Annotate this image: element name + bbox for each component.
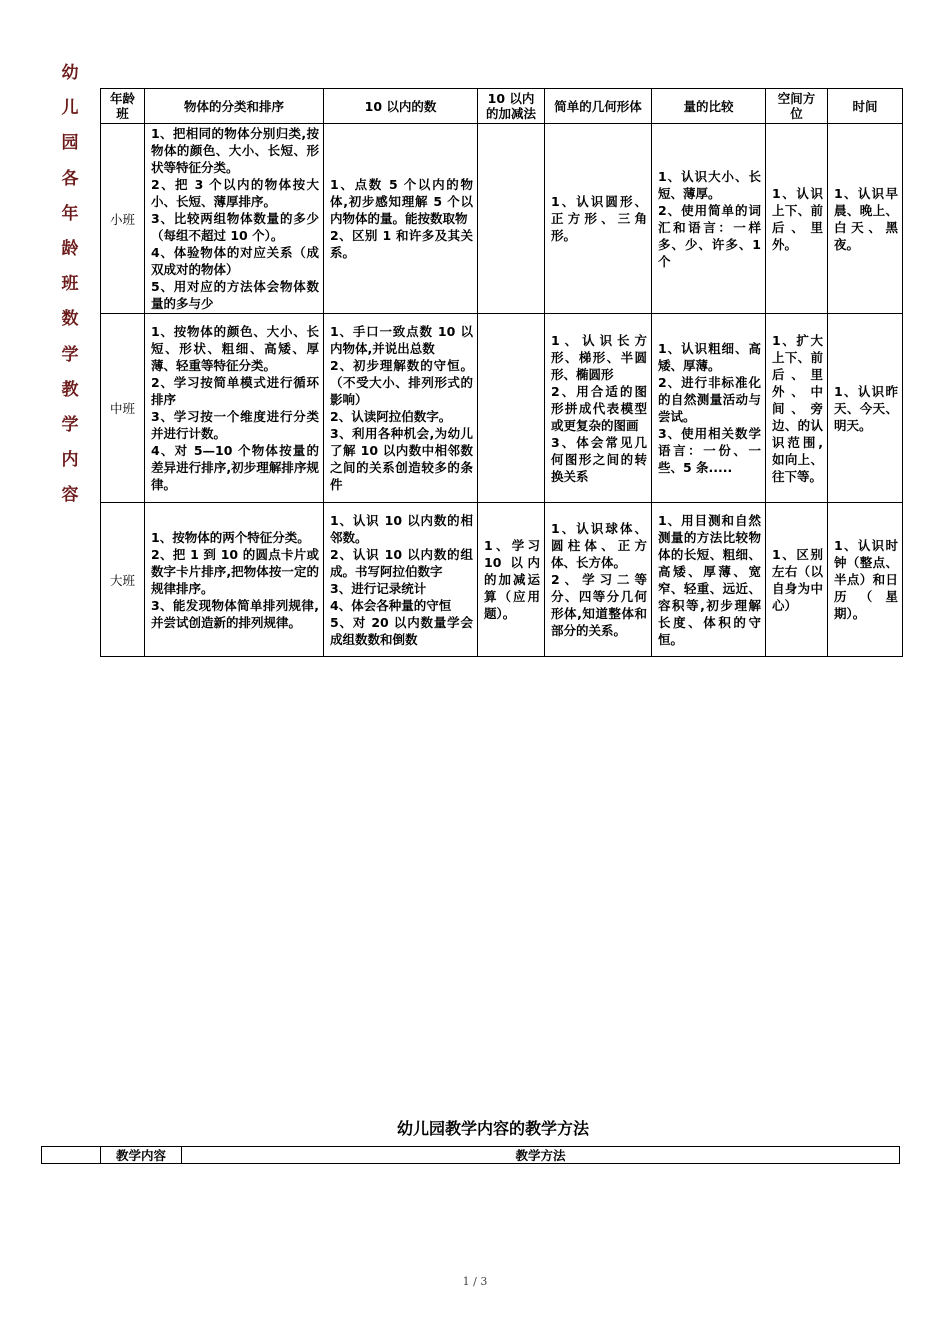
table-cell: 1、认识大小、长短、薄厚。 2、使用简单的词汇和语言：一样多、少、许多、1 个: [652, 124, 766, 314]
table-cell: 1、认识粗细、高矮、厚薄。 2、进行非标准化的自然测量活动与尝试。 3、使用相关数学语言：一份、一些、5 条.....: [652, 314, 766, 503]
section-title: 幼儿园教学内容的教学方法: [396, 1119, 589, 1138]
title-char: 儿: [61, 98, 79, 119]
table-cell: 1、扩大上下、前后、里外、中间、旁边、的认识范围,如向上、往下等。: [766, 314, 828, 503]
header-teaching-method: 教学方法: [182, 1147, 900, 1164]
table-cell: 1、按物体的颜色、大小、长短、形状、粗细、高矮、厚薄、轻重等特征分类。 2、学习按简单模式进行循环排序 3、学习按一个维度进行分类并进行计数。 4、对 5—10 个物体按量的差异进行排序,初步理解排序规律。: [145, 314, 324, 503]
header-classification: 物体的分类和排序: [145, 89, 324, 124]
title-char: 年: [61, 203, 79, 224]
header-row: [101, 89, 903, 124]
table-cell: 1、认识时钟（整点、半点）和日历（星期）。: [828, 503, 903, 657]
age-label: 中班: [101, 314, 145, 503]
age-label: 小班: [101, 124, 145, 314]
table-cell: 1、区别左右（以自身为中心）: [766, 503, 828, 657]
title-char: 内: [61, 450, 79, 471]
table-cell: [478, 314, 545, 503]
header-age-class: 年龄 班: [101, 89, 145, 124]
table-row: [101, 503, 903, 657]
table-row: [101, 124, 903, 314]
title-char: 幼: [61, 63, 79, 83]
table-cell: 1、用目测和自然测量的方法比较物体的长短、粗细、高矮、厚薄、宽窄、轻重、远近、容积等,初步理解长度、体积的守恒。: [652, 503, 766, 657]
header-addition: 10 以内 的加减法: [478, 89, 545, 124]
table-cell: 1、认识圆形、正方形、三角形。: [545, 124, 652, 314]
table-cell: 1、认识球体、圆柱体、正方体、长方体。 2、学习二等分、四等分几何形体,知道整体和部分的关系。: [545, 503, 652, 657]
page-number: 1 / 3: [462, 1275, 488, 1288]
title-char: 学: [61, 344, 79, 365]
title-char: 容: [61, 485, 79, 506]
method-table: [41, 1146, 900, 1164]
table-cell: 1、学习 10 以内的加减运算（应用题）。: [478, 503, 545, 657]
title-char: 各: [61, 168, 79, 189]
header-time: 时间: [828, 89, 903, 124]
header-measurement: 量的比较: [652, 89, 766, 124]
header-numbers: 10 以内的数: [324, 89, 478, 124]
title-char: 龄: [61, 238, 79, 259]
table-cell: 1、按物体的两个特征分类。 2、把 1 到 10 的圆点卡片或数字卡片排序,把物体按一定的规律排序。 3、能发现物体简单排列规律,并尝试创造新的排列规律。: [145, 503, 324, 657]
table-cell: 1、认识 10 以内数的相邻数。 2、认识 10 以内数的组成。书写阿拉伯数字 3、进行记录统计 4、体会各种量的守恒 5、对 20 以内数量学会成组数数和倒数: [324, 503, 478, 657]
table-cell: 1、点数 5 个以内的物体,初步感知理解 5 个以内物体的量。能按数取物 2、区别 1 和许多及其关系。: [324, 124, 478, 314]
title-char: 园: [61, 133, 79, 154]
table-cell: [478, 124, 545, 314]
title-char: 教: [61, 379, 79, 400]
header-row: [42, 1147, 900, 1164]
header-spatial: 空间方 位: [766, 89, 828, 124]
header-teaching-content: 教学内容: [101, 1147, 182, 1164]
title-char: 班: [61, 274, 79, 295]
age-label: 大班: [101, 503, 145, 657]
vertical-title: [56, 56, 84, 513]
table-cell: 1、认识昨天、今天、明天。: [828, 314, 903, 503]
table-cell: 1、认识长方形、梯形、半圆形、椭圆形 2、用合适的图形拼成代表模型或更复杂的图画 3、体会常见几何图形之间的转换关系: [545, 314, 652, 503]
title-char: 学: [61, 414, 79, 435]
title-char: 数: [61, 309, 79, 330]
table-cell: 1、把相同的物体分别归类,按物体的颜色、大小、长短、形状等特征分类。 2、把 3 个以内的物体按大小、长短、薄厚排序。 3、比较两组物体数量的多少（每组不超过 10 个）。 4、体验物体的对应关系（成双成对的物体） 5、用对应的方法体会物体数量的多与少: [145, 124, 324, 314]
header-blank: [42, 1147, 101, 1164]
table-cell: 1、认识早晨、晚上、白天、黑夜。: [828, 124, 903, 314]
curriculum-table: [100, 88, 903, 657]
table-cell: 1、手口一致点数 10 以内物体,并说出总数 2、初步理解数的守恒。（不受大小、排列形式的影响） 2、认读阿拉伯数字。 3、利用各种机会,为幼儿了解 10 以内数中相邻数之间的关系创造较多的条件: [324, 314, 478, 503]
header-geometry: 简单的几何形体: [545, 89, 652, 124]
table-cell: 1、认识上下、前后、里外。: [766, 124, 828, 314]
table-row: [101, 314, 903, 503]
